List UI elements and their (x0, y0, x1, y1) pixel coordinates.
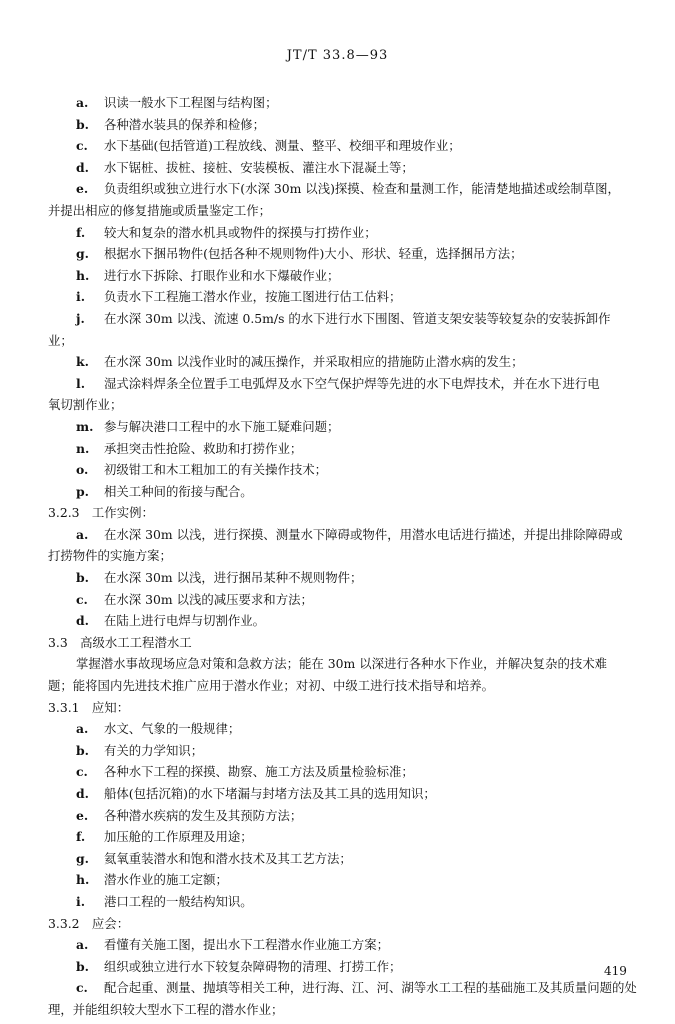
line-text: 掌握潜水事故现场应急对策和急救方法；能在 30m 以深进行各种水下作业，并解决复杂的技术难 (76, 656, 608, 672)
line-text: 在水深 30m 以浅作业时的减压操作，并采取相应的措施防止潜水病的发生； (104, 354, 524, 370)
list-item-label: b. (76, 742, 89, 758)
list-item-label: e. (76, 181, 89, 197)
line-text: 初级钳工和木工粗加工的有关操作技术； (104, 462, 328, 478)
list-item-label: c. (76, 980, 88, 996)
list-item (48, 157, 648, 179)
line-text: 业； (48, 332, 73, 348)
page-number: 419 (604, 964, 627, 978)
list-item-label: f. (76, 829, 86, 845)
line-text: 较大和复杂的潜水机具或物件的探摸与打捞作业； (104, 224, 377, 240)
line-text: 配合起重、测量、抛填等相关工种，进行海、江、河、湖等水工工程的基础施工及其质量问题的处 (104, 980, 637, 996)
list-item (48, 977, 648, 999)
section-heading (48, 502, 648, 524)
continuation-line (48, 200, 648, 222)
list-item-label: g. (76, 246, 89, 262)
list-item (48, 222, 648, 244)
list-item (48, 740, 648, 762)
list-item (48, 481, 648, 503)
list-item-label: k. (76, 354, 89, 370)
list-item-label: a. (76, 721, 89, 737)
line-text: 潜水作业的施工定额； (104, 872, 228, 888)
line-text: 负责组织或独立进行水下(水深 30m 以浅)探摸、检查和量测工作，能清楚地描述或绘制草图， (104, 181, 620, 197)
list-item-label: m. (76, 418, 94, 434)
list-item (48, 718, 648, 740)
line-text: 在陆上进行电焊与切割作业。 (104, 613, 266, 629)
section-heading (48, 913, 648, 935)
list-item (48, 438, 648, 460)
list-item (48, 243, 648, 265)
list-item (48, 416, 648, 438)
continuation-line (48, 394, 648, 416)
line-text: 各种水下工程的探摸、勘察、施工方法及质量检验标准； (104, 764, 414, 780)
document-body (48, 92, 648, 1021)
line-text: 港口工程的一般结构知识。 (104, 893, 253, 909)
continuation-line (48, 999, 648, 1021)
list-item-label: b. (76, 570, 89, 586)
line-text: 各种潜水装具的保养和检修； (104, 116, 266, 132)
line-text: 船体(包括沉箱)的水下堵漏与封堵方法及其工具的选用知识； (104, 786, 436, 801)
line-text: 在水深 30m 以浅的减压要求和方法； (104, 591, 313, 607)
line-text: 理，并能组织较大型水下工程的潜水作业； (48, 1001, 284, 1017)
line-text: 打捞物件的实施方案； (48, 548, 172, 564)
list-item (48, 610, 648, 632)
list-item (48, 178, 648, 200)
list-item (48, 805, 648, 827)
list-item-label: c. (76, 591, 88, 607)
line-text: 加压舱的工作原理及用途； (104, 829, 253, 845)
list-item-label: h. (76, 872, 90, 888)
line-text: 参与解决港口工程中的水下施工疑难问题； (104, 418, 340, 434)
list-item (48, 459, 648, 481)
list-item (48, 114, 648, 136)
list-item (48, 891, 648, 913)
list-item-label: l. (76, 375, 86, 391)
line-text: 组织或独立进行水下较复杂障碍物的清理、打捞工作； (104, 958, 402, 974)
list-item-label: o. (76, 462, 89, 478)
line-text: 水下基础(包括管道)工程放线、测量、整平、校细平和理坡作业； (104, 138, 461, 154)
line-text: 题；能将国内先进技术推广应用于潜水作业；对初、中级工进行技术指导和培养。 (48, 678, 495, 694)
line-text: 水文、气象的一般规律； (104, 721, 241, 737)
list-item-label: j. (76, 310, 85, 326)
list-item-label: a. (76, 95, 89, 110)
line-text: 相关工种间的衔接与配合。 (104, 483, 253, 499)
line-text: 在水深 30m 以浅，进行探摸、测量水下障碍或物件，用潜水电话进行描述，并提出排除障碍或 (104, 526, 623, 542)
list-item (48, 826, 648, 848)
line-text: 承担突击性抢险、救助和打捞作业； (104, 440, 303, 456)
line-text: 3.3 高级水工工程潜水工 (48, 634, 192, 650)
section-heading (48, 697, 648, 719)
list-item (48, 92, 648, 114)
list-item (48, 286, 648, 308)
list-item-label: c. (76, 138, 88, 154)
list-item (48, 373, 648, 395)
continuation-line (48, 675, 648, 697)
list-item-label: i. (76, 893, 86, 909)
list-item (48, 589, 648, 611)
line-text: 3.3.2 应会： (48, 915, 130, 931)
line-text: 在水深 30m 以浅，进行捆吊某种不规则物件； (104, 570, 363, 586)
list-item-label: b. (76, 958, 89, 974)
line-text: 氦氧重装潜水和饱和潜水技术及其工艺方法； (104, 850, 352, 866)
list-item-label: c. (76, 764, 88, 780)
line-text: 进行水下拆除、打眼作业和水下爆破作业； (104, 267, 340, 283)
list-item-label: a. (76, 937, 89, 953)
list-item-label: d. (76, 786, 89, 801)
line-text: 氧切割作业； (48, 397, 123, 413)
list-item-label: i. (76, 289, 86, 305)
list-item (48, 761, 648, 783)
line-text: 有关的力学知识； (104, 742, 204, 758)
list-item-label: p. (76, 483, 89, 499)
list-item (48, 956, 648, 978)
line-text: 水下锯桩、拔桩、接桩、安装模板、灌注水下混凝土等； (104, 159, 414, 175)
list-item-label: d. (76, 159, 89, 175)
page-header: JT/T 33.8—93 (286, 48, 389, 63)
list-item-label: n. (76, 440, 90, 456)
line-text: 并提出相应的修复措施或质量鉴定工作； (48, 202, 272, 218)
paragraph-line (48, 653, 648, 675)
line-text: 湿式涂料焊条全位置手工电弧焊及水下空气保护焊等先进的水下电焊技术，并在水下进行电 (104, 375, 600, 391)
list-item-label: e. (76, 807, 89, 823)
list-item-label: f. (76, 224, 86, 240)
list-item-label: g. (76, 850, 89, 866)
list-item (48, 135, 648, 157)
continuation-line (48, 330, 648, 352)
line-text: 各种潜水疾病的发生及其预防方法； (104, 807, 303, 823)
line-text: 识读一般水下工程图与结构图； (104, 95, 278, 110)
continuation-line (48, 545, 648, 567)
list-item-label: h. (76, 267, 90, 283)
line-text: 根据水下捆吊物件(包括各种不规则物件)大小、形状、轻重，选择捆吊方法； (104, 246, 523, 262)
line-text: 看懂有关施工图，提出水下工程潜水作业施工方案； (104, 937, 389, 953)
line-text: 在水深 30m 以浅、流速 0.5m/s 的水下进行水下围图、管道支架安装等较复杂的安装拆卸作 (104, 310, 611, 326)
list-item (48, 848, 648, 870)
line-text: 3.2.3 工作实例： (48, 505, 154, 521)
list-item (48, 265, 648, 287)
list-item-label: d. (76, 613, 89, 629)
line-text: 3.3.1 应知： (48, 699, 130, 715)
list-item (48, 934, 648, 956)
list-item-label: b. (76, 116, 89, 132)
list-item-label: a. (76, 526, 89, 542)
list-item (48, 351, 648, 373)
list-item (48, 783, 648, 805)
line-text: 负责水下工程施工潜水作业，按施工图进行估工估料； (104, 289, 402, 305)
list-item (48, 567, 648, 589)
list-item (48, 524, 648, 546)
section-heading (48, 632, 648, 654)
list-item (48, 869, 648, 891)
list-item (48, 308, 648, 330)
